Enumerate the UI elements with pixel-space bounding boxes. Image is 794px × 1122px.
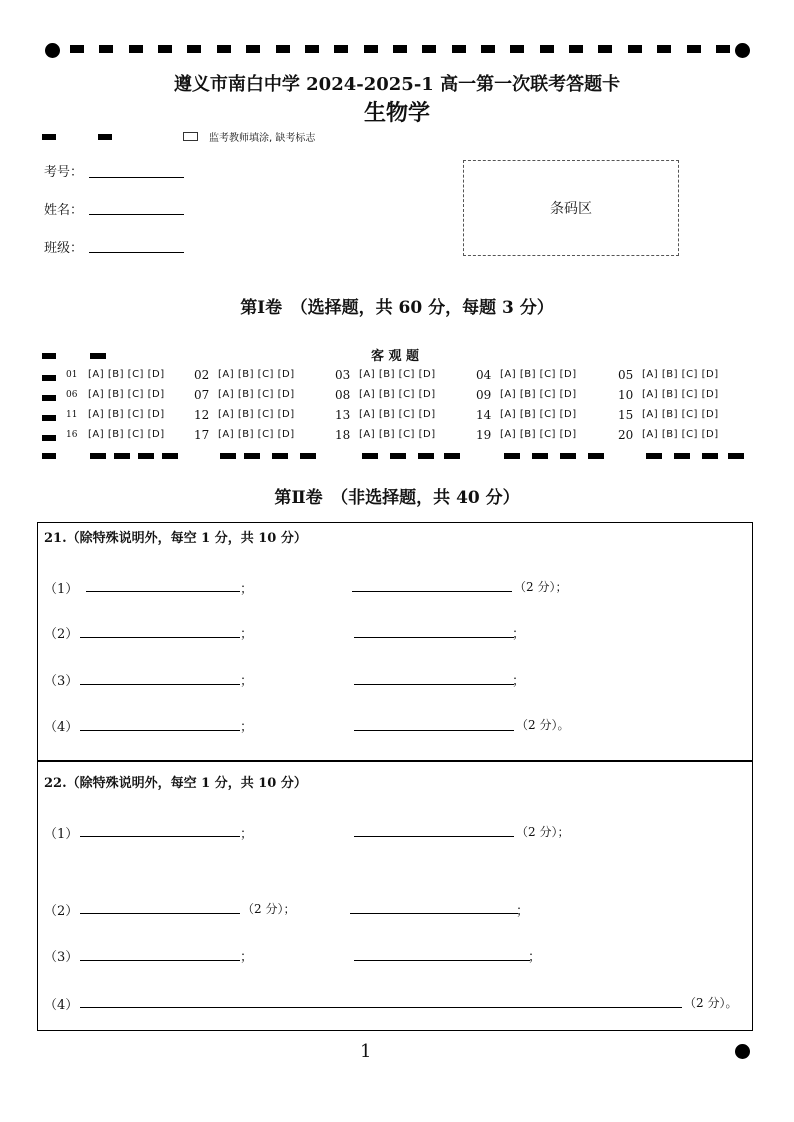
q22-part1-semicolon: ； [240,827,254,842]
answer-options[interactable]: [A] [B] [C] [D] [88,369,165,380]
q22-part3-semicolon-b: ； [528,950,542,965]
question-number: 05 [618,368,634,382]
alignment-dot-top-left [45,43,60,58]
answer-options[interactable]: [A] [B] [C] [D] [359,389,436,400]
q22-part1-label: （1） [44,827,79,842]
question-number: 13 [335,408,351,422]
q21-part1-blank-b[interactable] [352,591,512,592]
timing-mark [444,453,460,459]
answer-options[interactable]: [A] [B] [C] [D] [500,389,577,400]
timing-mark [220,453,236,459]
q21-part3-label: （3） [44,674,79,689]
question-number: 16 [66,430,78,440]
answer-options[interactable]: [A] [B] [C] [D] [642,369,719,380]
timing-mark [42,353,56,359]
q22-part3-blank-b[interactable] [354,960,530,961]
barcode-label: 条码区 [550,201,592,217]
q22-part4-blank[interactable] [80,1007,682,1008]
q21-part4-label: （4） [44,720,79,735]
q21-part2-semicolon: ； [240,627,254,642]
question-21-title: 21.（除特殊说明外，每空 1 分，共 10 分） [44,531,307,546]
q22-part1-blank-b[interactable] [354,836,514,837]
q21-part2-label: （2） [44,627,79,642]
timing-mark [674,453,690,459]
answer-options[interactable]: [A] [B] [C] [D] [359,409,436,420]
question-number: 07 [194,388,210,402]
q22-part2-blank-a[interactable] [80,913,240,914]
class-label: 班级： [44,241,84,256]
timing-mark [90,453,106,459]
question-number: 18 [335,428,351,442]
q21-part3-semicolon: ； [240,674,254,689]
question-number: 19 [476,428,492,442]
q22-part2-semicolon: ； [516,904,530,919]
question-number: 15 [618,408,634,422]
answer-options[interactable]: [A] [B] [C] [D] [88,409,165,420]
timing-mark [300,453,316,459]
answer-options[interactable]: [A] [B] [C] [D] [218,389,295,400]
alignment-dot-bottom-right [735,1044,750,1059]
timing-mark [90,353,106,359]
absent-checkbox[interactable] [183,132,198,141]
q21-part4-semicolon: ； [240,720,254,735]
answer-options[interactable]: [A] [B] [C] [D] [642,389,719,400]
answer-options[interactable]: [A] [B] [C] [D] [88,429,165,440]
name-field[interactable] [89,214,184,215]
q21-part2-semicolon-b: ； [512,627,526,642]
q22-part4-score: （2 分）。 [684,996,738,1010]
timing-mark [532,453,548,459]
q21-part4-blank-a[interactable] [80,730,240,731]
question-number: 10 [618,388,634,402]
answer-options[interactable]: [A] [B] [C] [D] [218,409,295,420]
q22-part2-score: （2 分）； [242,902,296,916]
timing-mark [390,453,406,459]
timing-mark [98,134,112,140]
q21-part2-blank-a[interactable] [80,637,240,638]
timing-mark [138,453,154,459]
answer-options[interactable]: [A] [B] [C] [D] [500,429,577,440]
answer-options[interactable]: [A] [B] [C] [D] [642,429,719,440]
timing-mark [646,453,662,459]
q21-part1-score: （2 分）； [514,580,568,594]
timing-mark [42,375,56,381]
timing-mark [42,453,56,459]
timing-mark [418,453,434,459]
q22-part2-label: （2） [44,904,79,919]
timing-mark [114,453,130,459]
q22-part3-blank-a[interactable] [80,960,240,961]
q21-part1-semicolon: ； [240,582,254,597]
alignment-dot-top-right [735,43,750,58]
timing-mark [362,453,378,459]
timing-mark [244,453,260,459]
timing-mark [42,134,56,140]
q22-part4-label: （4） [44,998,79,1013]
q21-part3-semicolon-b: ； [512,674,526,689]
subject-title: 生物学 [363,101,430,126]
q22-part1-blank-a[interactable] [80,836,240,837]
barcode-area [463,160,679,256]
objective-label: 客 观 题 [371,349,420,364]
part2-heading: 第Ⅱ卷 （非选择题，共 40 分） [274,488,520,508]
answer-options[interactable]: [A] [B] [C] [D] [218,369,295,380]
timing-mark [42,395,56,401]
question-21-box [37,522,753,762]
exam-number-label: 考号： [44,165,84,180]
q22-part2-blank-b[interactable] [350,913,518,914]
question-number: 03 [335,368,351,382]
q21-part1-label: （1） [44,582,79,597]
answer-options[interactable]: [A] [B] [C] [D] [88,389,165,400]
timing-mark [728,453,744,459]
part1-heading: 第Ⅰ卷 （选择题，共 60 分，每题 3 分） [240,298,554,318]
timing-mark [560,453,576,459]
exam-title: 遵义市南白中学 2024-2025-1 高一第一次联考答题卡 [173,74,621,95]
question-number: 02 [194,368,210,382]
question-number: 01 [66,370,78,380]
question-number: 04 [476,368,492,382]
answer-options[interactable]: [A] [B] [C] [D] [642,409,719,420]
timing-mark [272,453,288,459]
question-number: 11 [66,410,78,420]
q21-part3-blank-b[interactable] [354,684,514,685]
timing-track-top [70,45,730,53]
answer-options[interactable]: [A] [B] [C] [D] [500,369,577,380]
question-number: 20 [618,428,634,442]
page-number: 1 [360,1041,372,1062]
q22-part1-score: （2 分）； [516,825,570,839]
question-number: 08 [335,388,351,402]
question-22-title: 22.（除特殊说明外，每空 1 分，共 10 分） [44,776,307,791]
exam-number-field[interactable] [89,177,184,178]
question-number: 09 [476,388,492,402]
answer-options[interactable]: [A] [B] [C] [D] [359,369,436,380]
timing-mark [588,453,604,459]
q21-part3-blank-a[interactable] [80,684,240,685]
question-22-box [37,760,753,1031]
question-number: 14 [476,408,492,422]
timing-mark [504,453,520,459]
question-number: 17 [194,428,210,442]
absent-note: 监考教师填涂, 缺考标志 [209,133,316,144]
q21-part4-score: （2 分）。 [516,718,570,732]
q22-part3-semicolon: ； [240,950,254,965]
timing-mark [702,453,718,459]
answer-options[interactable]: [A] [B] [C] [D] [218,429,295,440]
class-field[interactable] [89,252,184,253]
question-number: 12 [194,408,210,422]
q21-part1-blank-a[interactable] [86,591,240,592]
question-number: 06 [66,390,78,400]
q21-part4-blank-b[interactable] [354,730,514,731]
timing-mark [162,453,178,459]
name-label: 姓名： [44,203,84,218]
answer-options[interactable]: [A] [B] [C] [D] [359,429,436,440]
q21-part2-blank-b[interactable] [354,637,514,638]
q22-part3-label: （3） [44,950,79,965]
timing-mark [42,415,56,421]
answer-options[interactable]: [A] [B] [C] [D] [500,409,577,420]
timing-mark [42,435,56,441]
